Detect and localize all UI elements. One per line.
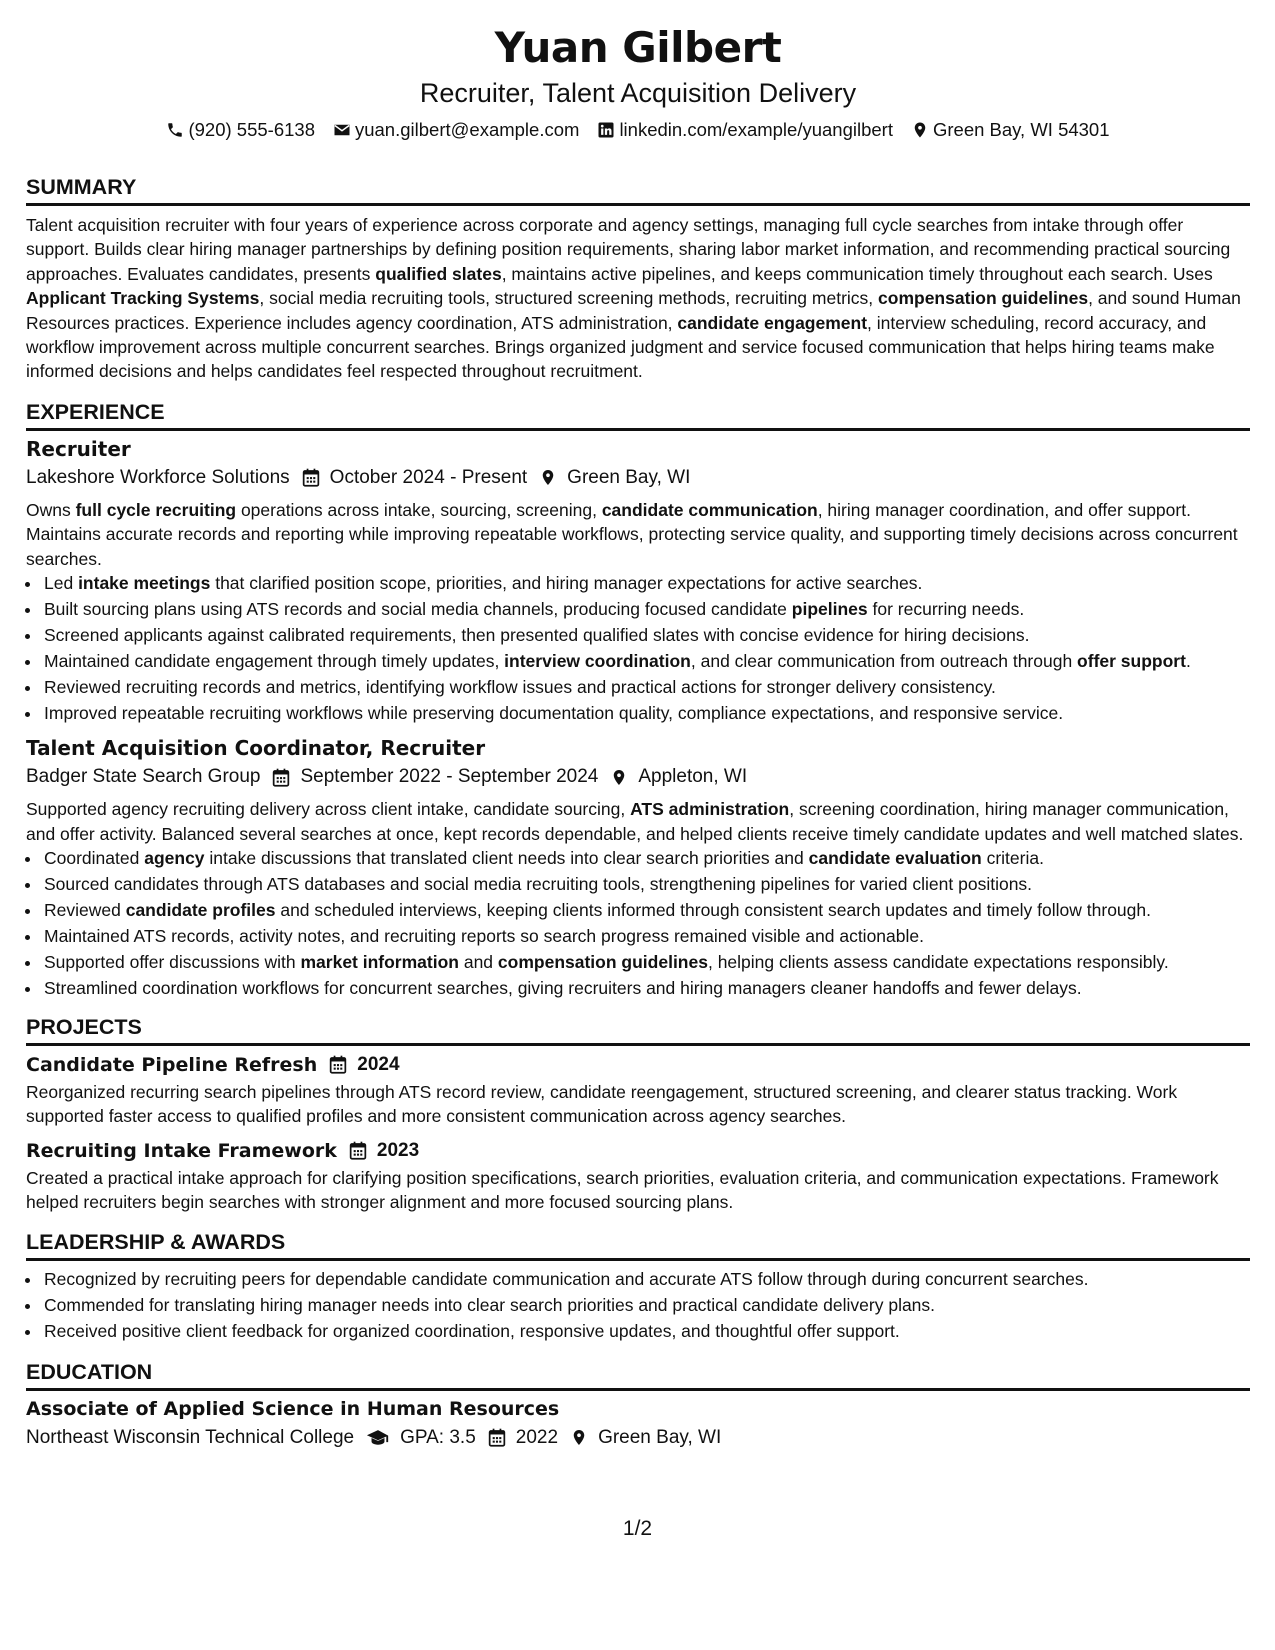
education-year: 2022: [515, 1426, 559, 1448]
emphasis-text: ATS administration: [630, 799, 790, 820]
resume-page: [26, 0, 1250, 1452]
contact-email[interactable]: [333, 118, 579, 142]
leadership-list: [26, 1267, 1250, 1343]
emphasis-text: full cycle recruiting: [75, 499, 237, 520]
education-gpa: GPA: 3.5: [400, 1426, 476, 1448]
job-location: Green Bay, WI: [567, 466, 691, 488]
job-title: Recruiter: [26, 436, 131, 461]
project-name: Recruiting Intake Framework: [26, 1139, 337, 1162]
project-entry: [26, 1052, 1250, 1129]
page-number: 1/2: [622, 1517, 653, 1540]
summary-text: Talent acquisition recruiter with four years of experience across corporate and agency settings, managing full cycle searches from intake through offer support. Builds clear hiring manager partnerships by defining position requirements, sharing labor market information, and recommending practical sourcing approaches. Evaluates candidates, presents qualified slates, maintains active pipelines, and keeps communication timely throughout each search. Uses Applicant Tracking Systems, social media recruiting tools, structured screening methods, recruiting metrics, compensation guidelines, and sound Human Resources practices. Experience includes agency coordination, ATS administration, candidate engagement, interview scheduling, record accuracy, and workflow improvement across multiple concurrent searches. Brings organized judgment and service focused communication that helps hiring teams make informed decisions and helps candidates feel respected throughout recruitment.: [26, 215, 1241, 382]
summary-section: [26, 173, 1250, 384]
job-description: Owns full cycle recruiting operations across intake, sourcing, screening, candidate communication, hiring manager coordination, and offer support. Maintains accurate records and reporting while improving repeatable workflows, protecting service quality, and supporting timely decisions across concurrent searches.: [26, 499, 1238, 569]
bullet-item: • Coordinated agency intake discussions that translated client needs into clear search priorities and candidate evaluation criteria.: [42, 846, 1250, 870]
job-meta: [26, 763, 1250, 791]
emphasis-text: market information: [300, 952, 459, 973]
map-pin-icon: [570, 1428, 588, 1447]
bullet-item: • Reviewed recruiting records and metrics, identifying workflow issues and practical actions for stronger delivery consistency.: [42, 675, 1250, 699]
bullet-item: • Supported offer discussions with market information and compensation guidelines, helping clients assess candidate expectations responsibly.: [42, 950, 1250, 974]
contact-phone: [166, 118, 315, 142]
job-meta: [26, 464, 1250, 492]
project-description: Reorganized recurring search pipelines through ATS record review, candidate reengagement, structured screening, and clearer status tracking. Work supported faster access to qualified profiles and more consistent communication across agency searches.: [26, 1081, 1178, 1127]
emphasis-text: pipelines: [791, 599, 868, 620]
emphasis-text: interview coordination: [504, 651, 691, 672]
projects-section: [26, 1013, 1250, 1215]
job-company: Badger State Search Group: [26, 766, 261, 788]
job-title: Talent Acquisition Coordinator, Recruiter: [26, 736, 486, 761]
job-description: Supported agency recruiting delivery across client intake, candidate sourcing, ATS administration, screening coordination, hiring manager communication, and offer activity. Balanced several searches at once, kept records dependable, and helped clients receive timely candidate updates and well matched slates.: [26, 799, 1244, 844]
job-entry: [26, 436, 1250, 726]
bullet-item: • Maintained candidate engagement through timely updates, interview coordination, and clear communication from outreach through offer support.: [42, 649, 1250, 673]
experience-heading: EXPERIENCE: [26, 398, 1250, 431]
calendar-icon: [272, 768, 290, 787]
calendar-icon: [329, 1055, 347, 1074]
emphasis-text: candidate engagement: [677, 312, 868, 333]
job-entry: [26, 735, 1250, 1000]
emphasis-text: intake meetings: [78, 573, 211, 594]
bullet-item: • Streamlined coordination workflows for concurrent searches, giving recruiters and hiring managers cleaner handoffs and fewer delays.: [42, 976, 1250, 1000]
map-pin-icon: [610, 768, 628, 787]
leadership-item: • Commended for translating hiring manager needs into clear search priorities and practical candidate delivery plans.: [42, 1293, 1250, 1317]
emphasis-text: Applicant Tracking Systems: [26, 288, 260, 309]
emphasis-text: candidate profiles: [125, 900, 276, 921]
phone-text: (920) 555-6138: [188, 119, 315, 140]
project-header: [26, 1052, 1250, 1078]
candidate-name: Yuan Gilbert: [494, 23, 782, 72]
calendar-icon: [488, 1428, 506, 1447]
calendar-icon: [302, 468, 320, 487]
project-year: 2023: [376, 1139, 420, 1161]
phone-icon: [166, 121, 184, 139]
job-bullets: [26, 846, 1250, 1000]
map-pin-icon: [539, 468, 557, 487]
location-text: Green Bay, WI 54301: [932, 119, 1110, 140]
leadership-item: • Received positive client feedback for organized coordination, responsive updates, and thoughtful offer support.: [42, 1319, 1250, 1343]
emphasis-text: compensation guidelines: [878, 288, 1089, 309]
job-bullets: [26, 571, 1250, 725]
emphasis-text: candidate communication: [601, 499, 818, 520]
linkedin-text[interactable]: linkedin.com/example/yuangilbert: [619, 119, 893, 140]
envelope-icon: [333, 121, 351, 139]
map-pin-icon: [911, 121, 929, 139]
graduation-cap-icon: [366, 1428, 390, 1447]
job-location: Appleton, WI: [638, 766, 748, 788]
emphasis-text: compensation guidelines: [497, 952, 708, 973]
emphasis-text: agency: [144, 848, 205, 869]
bullet-item: • Reviewed candidate profiles and scheduled interviews, keeping clients informed through consistent search updates and timely follow through.: [42, 898, 1250, 922]
emphasis-text: offer support: [1077, 651, 1186, 672]
summary-heading: SUMMARY: [26, 173, 1250, 206]
bullet-item: • Built sourcing plans using ATS records and social media channels, producing focused candidate pipelines for recurring needs.: [42, 597, 1250, 621]
education-heading: EDUCATION: [26, 1358, 1250, 1391]
job-dates: September 2022 - September 2024: [300, 766, 599, 788]
contact-location: [911, 118, 1110, 142]
education-location: Green Bay, WI: [598, 1426, 722, 1448]
projects-heading: PROJECTS: [26, 1013, 1250, 1046]
emphasis-text: qualified slates: [375, 263, 502, 284]
bullet-item: • Sourced candidates through ATS databases and social media recruiting tools, strengthening pipelines for varied client positions.: [42, 872, 1250, 896]
bullet-item: • Improved repeatable recruiting workflows while preserving documentation quality, compliance expectations, and responsive service.: [42, 701, 1250, 725]
calendar-icon: [349, 1141, 367, 1160]
leadership-heading: LEADERSHIP & AWARDS: [26, 1228, 1250, 1261]
email-text[interactable]: yuan.gilbert@example.com: [354, 119, 580, 140]
education-school: Northeast Wisconsin Technical College: [26, 1426, 355, 1448]
education-degree: Associate of Applied Science in Human Resources: [26, 1397, 560, 1420]
education-meta: [26, 1424, 1250, 1452]
emphasis-text: candidate evaluation: [808, 848, 982, 869]
leadership-section: [26, 1228, 1250, 1343]
education-section: [26, 1358, 1250, 1452]
contact-bar: [26, 118, 1250, 142]
bullet-item: • Maintained ATS records, activity notes, and recruiting reports so search progress remained visible and actionable.: [42, 924, 1250, 948]
linkedin-icon: [597, 121, 615, 139]
job-company: Lakeshore Workforce Solutions: [26, 466, 290, 488]
project-header: [26, 1138, 1250, 1164]
bullet-item: • Screened applicants against calibrated requirements, then presented qualified slates with concise evidence for hiring decisions.: [42, 623, 1250, 647]
bullet-item: • Led intake meetings that clarified position scope, priorities, and hiring manager expectations for active searches.: [42, 571, 1250, 595]
candidate-title: Recruiter, Talent Acquisition Delivery: [419, 78, 857, 108]
project-description: Created a practical intake approach for clarifying position specifications, search priorities, evaluation criteria, and communication expectations. Framework helped recruiters begin searches with stronger alignment and more focused sourcing plans.: [26, 1167, 1219, 1212]
leadership-item: • Recognized by recruiting peers for dependable candidate communication and accurate ATS follow through during concurrent searches.: [42, 1267, 1250, 1291]
project-name: Candidate Pipeline Refresh: [26, 1053, 318, 1076]
experience-section: [26, 398, 1250, 1001]
project-entry: [26, 1138, 1250, 1215]
contact-linkedin[interactable]: [597, 118, 893, 142]
job-dates: October 2024 - Present: [329, 466, 528, 488]
project-year: 2024: [357, 1053, 400, 1075]
